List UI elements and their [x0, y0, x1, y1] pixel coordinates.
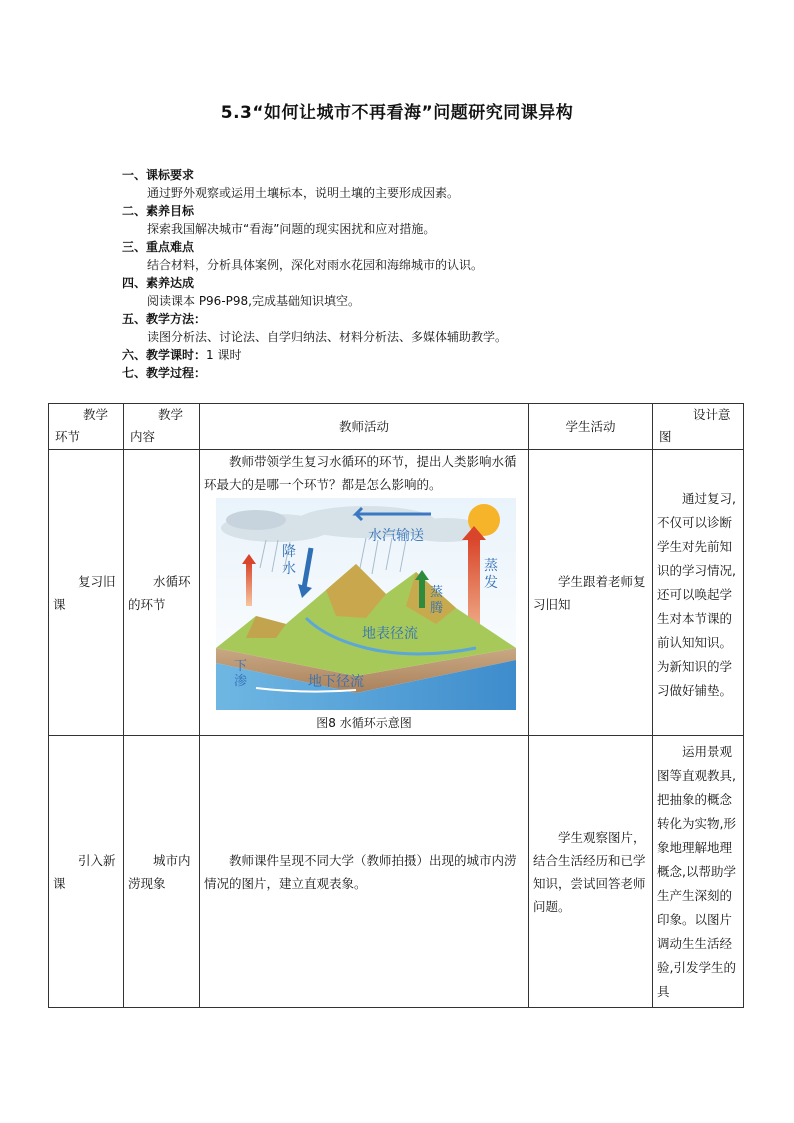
- header-design-line2: 图: [659, 429, 672, 444]
- outline-body-4: 阅读课本 P96-P98,完成基础知识填空。: [147, 294, 360, 308]
- label-vapor-transport: 水汽输送: [368, 528, 424, 544]
- outline-inline-6: 1 课时: [206, 348, 242, 362]
- header-content-line1: 教学: [158, 407, 184, 422]
- page-title: 5.3“如何让城市不再看海”问题研究同课异构: [220, 103, 574, 123]
- row1-student: 学生跟着老师复习旧知: [529, 450, 653, 736]
- label-infil-b: 渗: [234, 674, 248, 689]
- header-stage-line1: 教学: [83, 407, 109, 422]
- outline-heading-1: 一、课标要求: [122, 168, 195, 182]
- label-evap-b: 发: [484, 575, 498, 591]
- outline-heading-2: 二、素养目标: [122, 204, 195, 218]
- row1-teacher: [200, 450, 529, 736]
- row1-stage: 复习旧课: [49, 450, 124, 736]
- outline-line-6: [122, 346, 682, 364]
- outline-heading-4: 四、素养达成: [122, 276, 195, 290]
- label-ground-runoff: 地下径流: [308, 674, 364, 690]
- row2-design: 运用景观图等直观教具,把抽象的概念转化为实物,形象地理解地理概念,以帮助学生产生深刻的印象。以图片调动生生活经验,引发学生的具: [653, 736, 744, 1008]
- row2-teacher: 教师课件呈现不同大学（教师拍摄）出现的城市内涝情况的图片，建立直观表象。: [200, 736, 529, 1008]
- water-cycle-diagram: [216, 498, 516, 710]
- row1-content: 水循环的环节: [124, 450, 200, 736]
- table-row: [49, 450, 744, 736]
- label-rain-b: 水: [282, 561, 296, 577]
- outline-body-1: 通过野外观察或运用土壤标本，说明土壤的主要形成因素。: [147, 186, 460, 200]
- header-stage-line2: 环节: [55, 429, 81, 444]
- header-content: [124, 404, 200, 450]
- left-evaporation-arrow: [246, 562, 252, 606]
- header-stage: [49, 404, 124, 450]
- label-evap-a: 蒸: [484, 558, 498, 574]
- label-transp-b: 腾: [430, 601, 444, 616]
- figure-caption: 图8 水循环示意图: [316, 716, 412, 730]
- row2-student: 学生观察图片，结合生活经历和已学知识，尝试回答老师问题。: [529, 736, 653, 1008]
- label-transp-a: 蒸: [430, 585, 444, 600]
- lesson-outline: [122, 166, 682, 382]
- row2-stage: 引入新课: [49, 736, 124, 1008]
- row1-design: 通过复习,不仅可以诊断学生对先前知识的学习情况,还可以唤起学生对本节课的前认知知识。为新知识的学习做好铺垫。: [653, 450, 744, 736]
- label-surface-runoff: 地表径流: [362, 626, 418, 642]
- header-design: [653, 404, 744, 450]
- table-header-row: [49, 404, 744, 450]
- outline-body-5: 读图分析法、讨论法、自学归纳法、材料分析法、多媒体辅助教学。: [147, 330, 508, 344]
- transpiration-arrow: [419, 578, 425, 608]
- header-design-line1: 设计意: [693, 407, 731, 422]
- header-teacher: 教师活动: [200, 404, 529, 450]
- outline-heading-5: 五、教学方法：: [122, 312, 207, 326]
- outline-heading-6: 六、教学课时：: [122, 348, 207, 362]
- row1-teacher-text: 教师带领学生复习水循环的环节，提出人类影响水循环最大的是哪一个环节？都是怎么影响的。: [204, 454, 517, 492]
- label-rain-a: 降: [282, 544, 296, 560]
- teaching-process-table: [48, 403, 744, 1008]
- outline-body-2: 探索我国解决城市“看海”问题的现实困扰和应对措施。: [147, 222, 436, 236]
- outline-heading-3: 三、重点难点: [122, 240, 195, 254]
- row2-content: 城市内涝现象: [124, 736, 200, 1008]
- label-infil-a: 下: [234, 659, 248, 674]
- outline-heading-7: 七、教学过程：: [122, 366, 207, 380]
- table-row: [49, 736, 744, 1008]
- header-student: 学生活动: [529, 404, 653, 450]
- outline-body-3: 结合材料，分析具体案例，深化对雨水花园和海绵城市的认识。: [147, 258, 484, 272]
- header-content-line2: 内容: [130, 429, 156, 444]
